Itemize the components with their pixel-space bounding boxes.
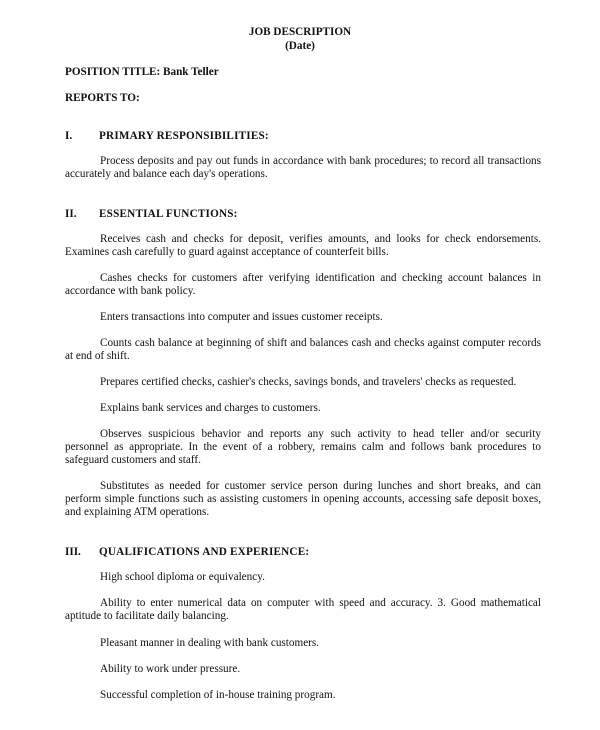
section-paragraph: Ability to work under pressure. [100, 663, 241, 675]
position-title-label: POSITION TITLE: [65, 66, 161, 78]
section-paragraph: Substitutes as needed for customer service person during lunches and short breaks, and can perform simple functions such as assisting customers in opening accounts, accessing safe deposit boxes, and explaining ATM operations. [65, 480, 541, 518]
section-paragraph: Observes suspicious behavior and reports any such activity to head teller and/or security personnel as appropriate. In the event of a robbery, remains calm and follows bank procedures to safeguard customers and staff. [65, 428, 541, 466]
section-number: III. [65, 546, 81, 558]
document-title: JOB DESCRIPTION [248, 26, 352, 38]
section-number: II. [65, 208, 77, 220]
section-paragraph: Enters transactions into computer and issues customer receipts. [100, 311, 383, 323]
reports-to-label: REPORTS TO: [65, 92, 140, 104]
section-number: I. [65, 130, 73, 142]
section-title: ESSENTIAL FUNCTIONS: [99, 208, 238, 220]
section-paragraph: Ability to enter numerical data on computer with speed and accuracy. 3. Good mathematical aptitude to facilitate daily balancing. [65, 597, 541, 622]
section-paragraph: Successful completion of in-house training program. [100, 689, 336, 701]
section-paragraph: Process deposits and pay out funds in accordance with bank procedures; to record all transactions accurately and balance each day's operations. [65, 155, 541, 180]
section-paragraph: Prepares certified checks, cashier's checks, savings bonds, and travelers' checks as requested. [100, 376, 517, 388]
section-title: PRIMARY RESPONSIBILITIES: [99, 130, 269, 142]
section-paragraph: Explains bank services and charges to customers. [100, 402, 321, 414]
section-paragraph: High school diploma or equivalency. [100, 571, 265, 583]
section-paragraph: Counts cash balance at beginning of shift and balances cash and checks against computer records at end of shift. [65, 337, 541, 362]
position-title-value: Bank Teller [163, 66, 219, 78]
section-paragraph: Cashes checks for customers after verifying identification and checking account balances in accordance with bank policy. [65, 272, 541, 297]
section-title: QUALIFICATIONS AND EXPERIENCE: [99, 546, 310, 558]
document-date: (Date) [285, 40, 315, 52]
position-title-line [65, 65, 219, 79]
section-paragraph: Pleasant manner in dealing with bank customers. [100, 637, 320, 649]
section-paragraph: Receives cash and checks for deposit, verifies amounts, and looks for check endorsements. Examines cash carefully to guard against acceptance of counterfeit bills. [65, 233, 541, 258]
